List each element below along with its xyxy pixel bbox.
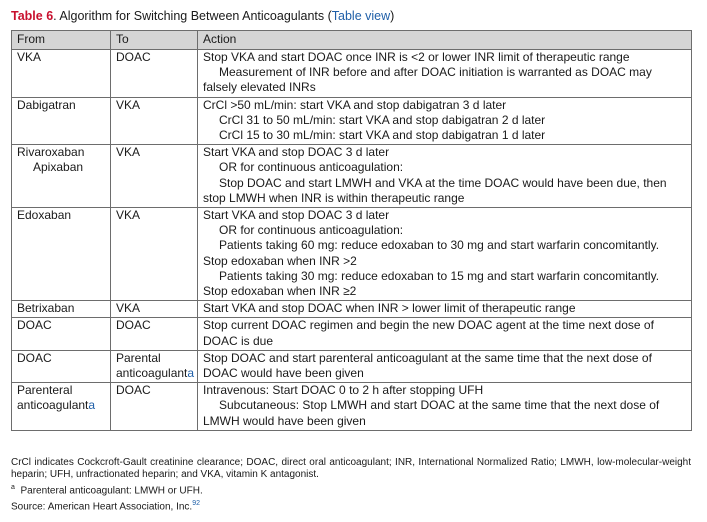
footnote-a: $^a$ Parenteral anticoagulant: LMWH or UFH. [11,483,203,497]
header-to: To [111,31,198,50]
table-row [12,145,692,208]
footnote-a-link[interactable]: a [187,366,195,381]
cell-action: Stop DOAC and start parenteral anticoagulant at the same time that the next dose of DOAC would have been given [198,350,692,382]
cell-to: VKA [111,145,198,208]
cell-from: Betrixaban [12,301,111,318]
cell-from: Edoxaban [12,208,111,301]
table-row [12,350,692,382]
cell-from: Rivaroxaban Apixaban [12,145,111,208]
cell-action: CrCl >50 mL/min: start VKA and stop dabigatran 3 d later CrCl 31 to 50 mL/min: start VKA and stop dabigatran 2 d later CrCl 15 to 30 mL/min: start VKA and stop dabigatran 1 d later [198,97,692,145]
table-row [12,50,692,98]
cell-action: Start VKA and stop DOAC 3 d later OR for continuous anticoagulation: Patients taking 60 mg: reduce edoxaban to 30 mg and start warfarin concomitantly. Stop edoxaban when INR >2 Patients taking 30 mg: reduce edoxaban to 15 mg and start warfarin concomitantly. Stop edoxaban when INR ≥2 [198,208,692,301]
abbreviations-note: CrCl indicates Cockcroft-Gault creatinine clearance; DOAC, direct oral anticoagulant; INR, International Normalized Ratio; LMWH, low-molecular-weight heparin; UFH, unfractionated heparin; and VKA, vitamin K antagonist. [11,457,691,481]
cell-action: Start VKA and stop DOAC 3 d later OR for continuous anticoagulation: Stop DOAC and start LMWH and VKA at the time DOAC would have been due, then stop LMWH when INR is within therapeutic range [198,145,692,208]
cell-to: DOAC [111,318,198,350]
table-row [12,208,692,301]
cell-action: Stop VKA and start DOAC once INR is <2 or lower INR limit of therapeutic range Measurement of INR before and after DOAC initiation is warranted as DOAC may falsely elevated INRs [198,50,692,98]
table-title: . Algorithm for Switching Between Anticoagulants ( [53,9,332,23]
cell-from: DOAC [12,318,111,350]
header-from: From [12,31,111,50]
cell-from: VKA [12,50,111,98]
header-action: Action [198,31,692,50]
cell-from: DOAC [12,350,111,382]
cell-action: Stop current DOAC regimen and begin the new DOAC agent at the time next dose of DOAC is due [198,318,692,350]
source-note: Source: American Heart Association, Inc.$^{92}$ [11,499,200,512]
cell-to: DOAC [111,383,198,431]
footnote-a-link[interactable]: a [88,398,96,413]
table-row [12,318,692,350]
cell-action: Intravenous: Start DOAC 0 to 2 h after stopping UFH Subcutaneous: Stop LMWH and start DOAC at the same time that the next dose of LMWH would have been given [198,383,692,431]
caption-close: ) [390,9,395,23]
reference-link[interactable]: 92 [192,499,200,507]
cell-from: Parenteral anticoagulanta [12,383,111,431]
cell-to: VKA [111,301,198,318]
switching-table [11,30,692,431]
table-number: Table 6 [11,9,54,23]
table-row [12,383,692,431]
cell-to: VKA [111,208,198,301]
cell-to: Parental anticoagulanta [111,350,198,382]
cell-to: VKA [111,97,198,145]
table-row [12,301,692,318]
cell-action: Start VKA and stop DOAC when INR > lower limit of therapeutic range [198,301,692,318]
table-view-link[interactable]: Table view [331,9,391,23]
table-caption [11,8,394,24]
cell-from: Dabigatran [12,97,111,145]
table-row [12,97,692,145]
cell-to: DOAC [111,50,198,98]
table-footnotes [11,457,691,513]
table-header-row [12,31,692,50]
